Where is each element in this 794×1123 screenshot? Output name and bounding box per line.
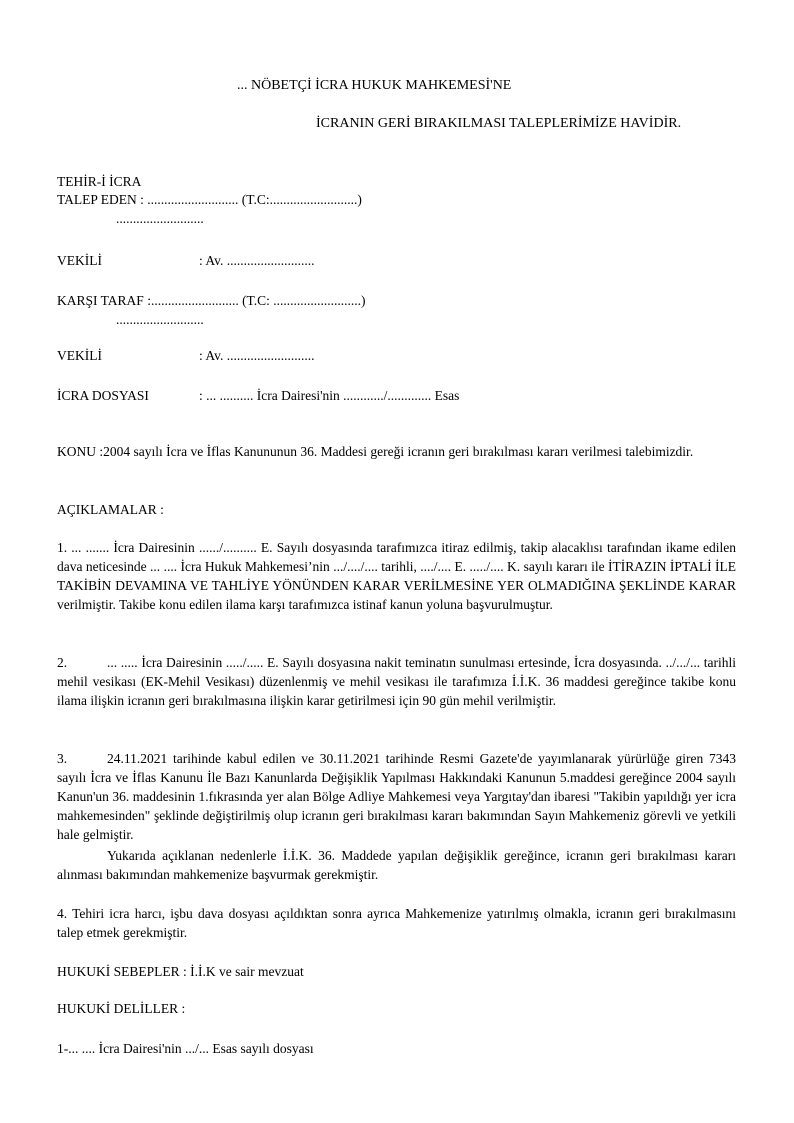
legal-grounds: HUKUKİ SEBEPLER : İ.İ.K ve sair mevzuat: [57, 964, 304, 979]
subject-paragraph: KONU :2004 sayılı İcra ve İflas Kanununun 36. Maddesi gereği icranın geri bırakılması kararı verilmesi talebimizdir.: [57, 444, 694, 459]
paragraph-3: [57, 749, 736, 844]
request-title: İCRANIN GERİ BIRAKILMASI TALEPLERİMİZE HAVİDİR.: [316, 116, 682, 131]
case-file-label: İCRA DOSYASI: [57, 388, 149, 403]
paragraph-2-text: ... ..... İcra Dairesinin ...../..... E. Sayılı dosyasına nakit teminatın sunulması ertesinde, İcra dosyasında. ../.../... tarihli mehil vesikası (EK-Mehil Vesikası) düzenlenmiş ve mehil vesikası ile tarafımıza İ.İ.K. 36 maddesi gereğince takibe konu ilama ilişkin icranın geri bırakılmasına ilişkin karar getirilmesi için 90 gün mehil verilmiştir.: [57, 655, 736, 708]
petitioner-attorney-value: : Av. ..........................: [199, 253, 315, 268]
opposing-party-line2: ..........................: [116, 312, 204, 327]
paragraph-3b-text: Yukarıda açıklanan nedenlerle İ.İ.K. 36. Maddede yapılan değişiklik gereğince, icranın geri bırakılması kararı alınması bakımından mahkemenize başvurmak gerekmiştir.: [57, 848, 736, 882]
paragraph-3b: [57, 846, 736, 884]
petitioner-label-line1: TEHİR-İ İCRA: [57, 174, 142, 189]
petitioner-label-line2: TALEP EDEN : ........................... (T.C:..........................): [57, 192, 362, 207]
petitioner-attorney-label: VEKİLİ: [57, 253, 102, 268]
court-title: ... NÖBETÇİ İCRA HUKUK MAHKEMESİ'NE: [237, 78, 512, 93]
opposing-party-line1: KARŞI TARAF :.......................... (T.C: ..........................): [57, 293, 366, 308]
evidence-item-1: 1-... .... İcra Dairesi'nin .../... Esas sayılı dosyası: [57, 1041, 314, 1056]
paragraph-3-text: 24.11.2021 tarihinde kabul edilen ve 30.11.2021 tarihinde Resmi Gazete'de yayımlanarak yürürlüğe giren 7343 sayılı İcra ve İflas Kanunu İle Bazı Kanunlarda Değişiklik Yapılması Hakkındaki Kanunun 5.maddesi gereğince 2004 sayılı Kanun'un 36. maddesinin 1.fıkrasında yer alan Bölge Adliye Mahkemesi veya Yargıtay'dan ibaresi "Takibin yapıldığı yer icra mahkemesinden" şeklinde değiştirilmiş olup icranın geri bırakılması kararı bakımından Sayın Mahkemeniz görevli ve yetkili hale gelmiştir.: [57, 751, 736, 842]
paragraph-4: 4. Tehiri icra harcı, işbu dava dosyası açıldıktan sonra ayrıca Mahkemenize yatırılmış olmakla, icranın geri bırakılmasını talep etmek gerekmiştir.: [57, 906, 736, 940]
opposing-attorney-value: : Av. ..........................: [199, 348, 315, 363]
opposing-attorney-label: VEKİLİ: [57, 348, 102, 363]
legal-evidence-heading: HUKUKİ DELİLLER :: [57, 1001, 186, 1016]
petitioner-line3: ..........................: [116, 211, 204, 226]
paragraph-1: 1. ... ....... İcra Dairesinin ....../.......... E. Sayılı dosyasında tarafımızca itiraz edilmiş, takip alacaklısı tarafından ikame edilen dava neticesinde ... .... İcra Hukuk Mahkemesi’nin .../..../.... tarihli, ..../.... E. ...../.... K. sayılı kararı ile İTİRAZIN İPTALİ İLE TAKİBİN DEVAMINA VE TAHLİYE YÖNÜNDEN KARAR VERİLMESİNE YER OLMADIĞINA ŞEKLİNDE KARAR verilmiştir. Takibe konu edilen ilama karşı tarafımızca istinaf kanun yoluna başvurulmuştur.: [57, 540, 736, 612]
paragraph-2-number: 2.: [57, 655, 68, 670]
paragraph-2: [57, 653, 736, 710]
case-file-value: : ... .......... İcra Dairesi'nin ............/............. Esas: [199, 388, 460, 403]
paragraph-3-number: 3.: [57, 751, 68, 766]
explanations-heading: AÇIKLAMALAR :: [57, 502, 164, 517]
